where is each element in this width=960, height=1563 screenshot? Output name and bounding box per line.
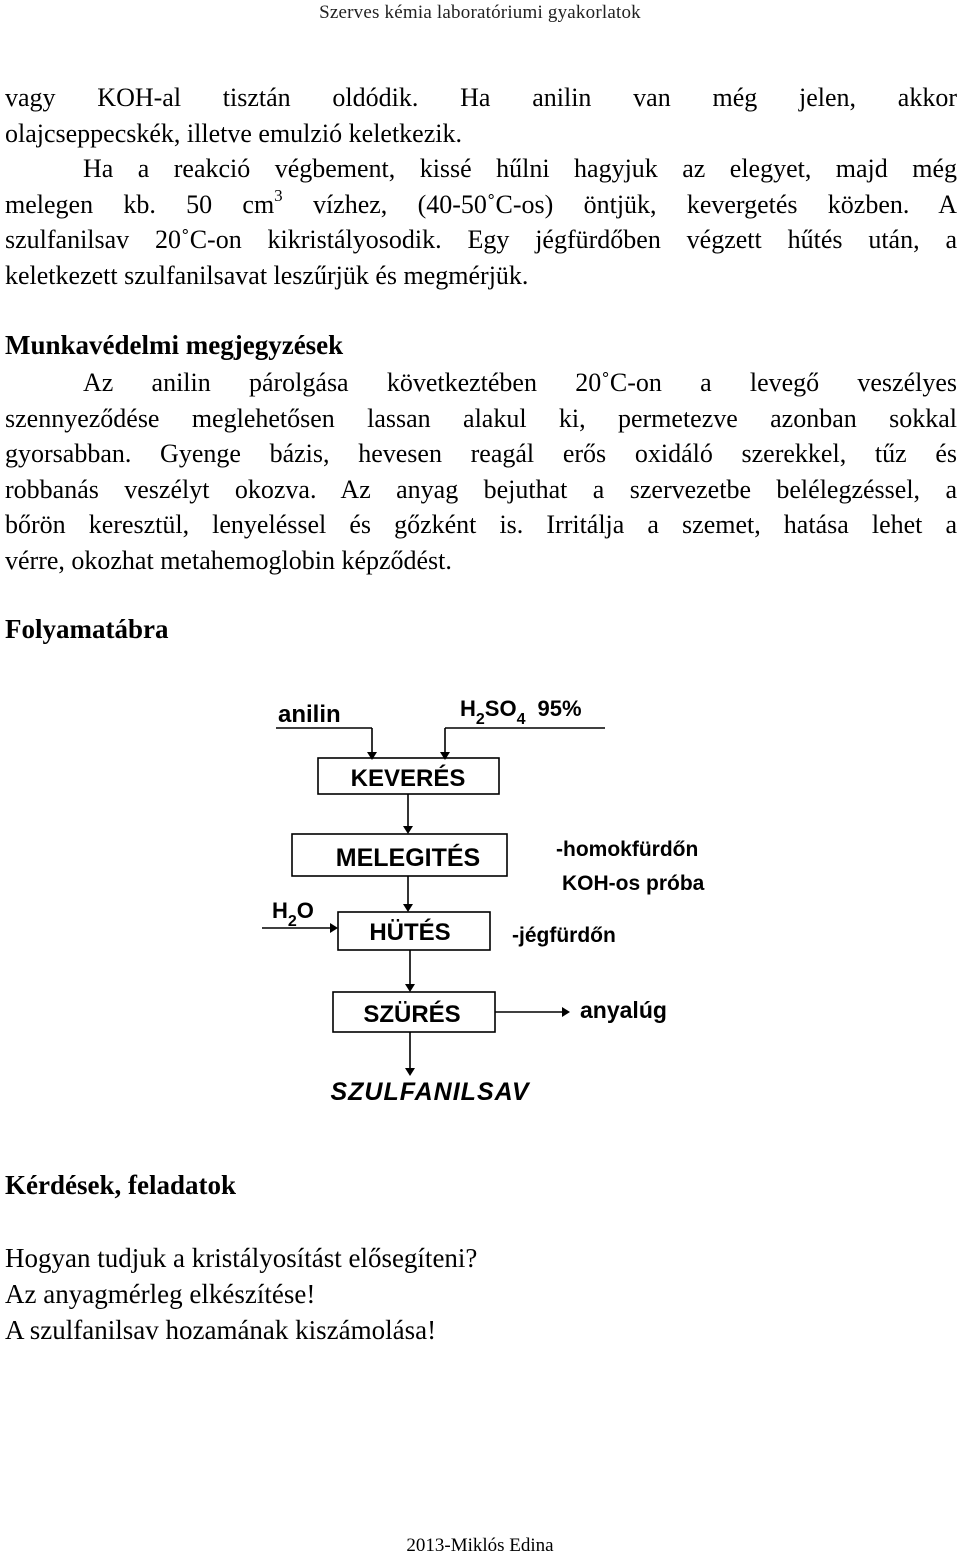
note-jegfurdon: -jégfürdőn [512,924,616,947]
subscript: 2 [475,711,485,728]
text-line: vagy KOH-al tisztán oldódik. Ha anilin van még jelen, akkor [5,83,957,112]
step-szures: SZÜRÉS [363,1001,461,1028]
question-1: Hogyan tudjuk a kristályosítást elősegíteni? [5,1243,478,1273]
text-line: olajcseppecskék, illetve emulzió keletkezik. [5,118,462,148]
label-water [272,898,314,930]
arrowhead [330,923,338,933]
arrowhead [405,1068,415,1076]
text-line: Az anilin párolgása következtében 20˚C-on a levegő veszélyes [83,368,957,397]
subscript: 4 [516,711,526,728]
label-anilin: anilin [278,701,341,728]
text-line: keletkezett szulfanilsavat leszűrjük és megmérjük. [5,260,529,290]
step-melegites: MELEGITÉS [335,844,481,872]
page-footer: 2013-Miklós Edina [406,1535,554,1556]
text-line: bőrön keresztül, lenyeléssel és gőzként is. Irritálja a szemet, hatása lehet a [5,510,957,539]
label-part: H [460,696,476,721]
text-line: Ha a reakció végbement, kissé hűlni hagyjuk az elegyet, majd még [83,154,957,183]
flowchart [0,680,960,1120]
text-line [5,187,957,223]
note-koh-proba: KOH-os próba [562,872,705,895]
text-line: vérre, okozhat metahemoglobin képződést. [5,545,452,575]
text-run: melegen kb. 50 cm [5,189,275,219]
questions-heading: Kérdések, feladatok [5,1170,236,1200]
arrowhead [403,904,413,912]
running-header: Szerves kémia laboratóriumi gyakorlatok [319,2,641,23]
label-anyalug: anyalúg [580,997,667,1023]
text-line: szennyeződése meglehetősen lassan alakul ki, permetezve azonban sokkal [5,403,957,433]
text-line: robbanás veszélyt okozva. Az anyag bejuthat a szervezetbe belélegzéssel, a [5,474,957,504]
arrowhead [405,984,415,992]
flowchart-heading: Folyamatábra [5,614,169,644]
label-part: 95% [537,696,582,721]
note-homokfurdon: -homokfürdőn [556,838,699,861]
superscript: 3 [274,185,283,205]
safety-paragraph [5,365,957,578]
arrowhead [403,826,413,834]
text-run: vízhez, (40-50˚C-os) öntjük, kevergetés közben. A [282,189,957,219]
label-part: H [272,898,288,923]
step-keveres: KEVERÉS [350,765,466,792]
safety-heading: Munkavédelmi megjegyzések [5,330,344,360]
arrowhead [562,1007,570,1017]
label-acid [460,696,582,728]
label-part: O [296,898,314,923]
subscript: 2 [287,913,297,930]
question-2: Az anyagmérleg elkészítése! [5,1279,316,1309]
label-product: SZULFANILSAV [330,1078,530,1106]
intro-paragraph [5,80,957,293]
question-3: A szulfanilsav hozamának kiszámolása! [5,1315,437,1345]
step-hutes: HÜTÉS [369,919,451,946]
text-line: gyorsabban. Gyenge bázis, hevesen reagál erős oxidáló szerekkel, tűz és [5,439,957,468]
text-line: szulfanilsav 20˚C-on kikristályosodik. Egy jégfürdőben végzett hűtés után, a [5,225,957,254]
label-part: SO [484,696,517,721]
